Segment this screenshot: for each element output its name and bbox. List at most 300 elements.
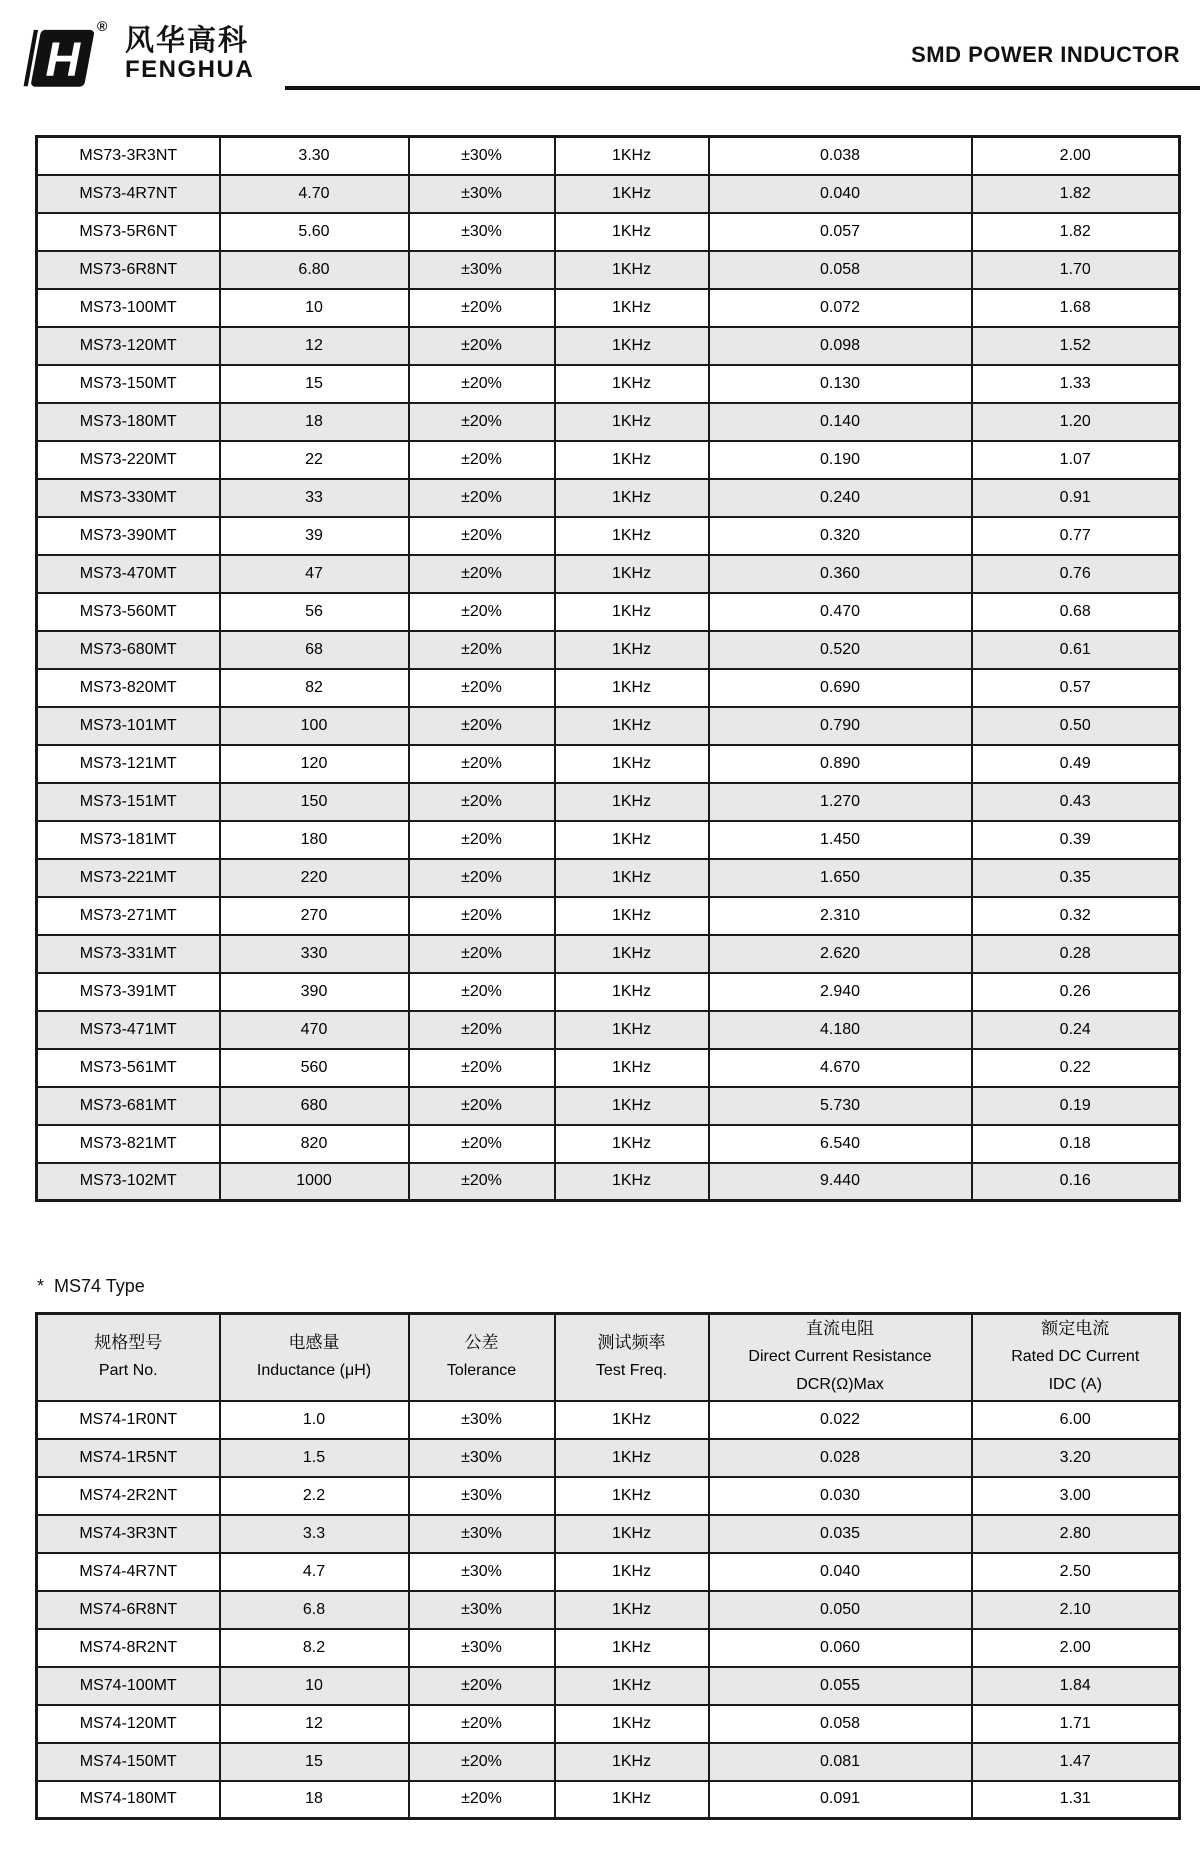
table-cell: 12 bbox=[220, 327, 409, 365]
table-cell: MS73-471MT bbox=[37, 1011, 220, 1049]
header-line: 测试频率 bbox=[597, 1333, 666, 1353]
table-cell: ±20% bbox=[409, 821, 555, 859]
table-row bbox=[37, 403, 1180, 441]
table-cell: 180 bbox=[220, 821, 409, 859]
table-cell: 220 bbox=[220, 859, 409, 897]
table-cell: ±20% bbox=[409, 441, 555, 479]
table-cell: MS73-120MT bbox=[37, 327, 220, 365]
table-cell: 12 bbox=[220, 1705, 409, 1743]
table-cell: 2.310 bbox=[709, 897, 972, 935]
table-cell: 0.35 bbox=[972, 859, 1180, 897]
table-row bbox=[37, 137, 1180, 175]
table-row bbox=[37, 1705, 1180, 1743]
section-title-text: MS74 Type bbox=[54, 1276, 145, 1296]
table-cell: MS73-180MT bbox=[37, 403, 220, 441]
table-cell: 0.057 bbox=[709, 213, 972, 251]
table-row bbox=[37, 1163, 1180, 1201]
table-header-row bbox=[37, 1314, 1180, 1401]
table-cell: MS73-820MT bbox=[37, 669, 220, 707]
table-cell: ±20% bbox=[409, 669, 555, 707]
table-cell: 82 bbox=[220, 669, 409, 707]
table-cell: MS73-151MT bbox=[37, 783, 220, 821]
table-cell: 1KHz bbox=[555, 479, 709, 517]
header-line: 规格型号 bbox=[94, 1333, 163, 1353]
table-cell: 22 bbox=[220, 441, 409, 479]
table-cell: 1.84 bbox=[972, 1667, 1180, 1705]
table-cell: MS73-181MT bbox=[37, 821, 220, 859]
header-divider bbox=[285, 86, 1200, 90]
table-row bbox=[37, 517, 1180, 555]
table-cell: MS74-1R5NT bbox=[37, 1439, 220, 1477]
table-cell: ±30% bbox=[409, 1401, 555, 1439]
table-cell: MS74-120MT bbox=[37, 1705, 220, 1743]
section-title-ms74-type bbox=[37, 1276, 145, 1297]
table-cell: ±30% bbox=[409, 1629, 555, 1667]
table-cell: ±20% bbox=[409, 631, 555, 669]
table-cell: 0.081 bbox=[709, 1743, 972, 1781]
fenghua-logo-icon bbox=[15, 26, 97, 95]
table-cell: MS74-100MT bbox=[37, 1667, 220, 1705]
table-cell: MS74-3R3NT bbox=[37, 1515, 220, 1553]
table-cell: 1KHz bbox=[555, 1553, 709, 1591]
table-cell: MS73-220MT bbox=[37, 441, 220, 479]
table-cell: 0.32 bbox=[972, 897, 1180, 935]
table-cell: 0.050 bbox=[709, 1591, 972, 1629]
col-header-part-no bbox=[37, 1314, 220, 1401]
table-cell: MS73-4R7NT bbox=[37, 175, 220, 213]
header-line: 电感量 bbox=[288, 1333, 340, 1353]
header-line: Rated DC Current bbox=[1011, 1348, 1140, 1366]
table-cell: 0.058 bbox=[709, 251, 972, 289]
table-cell: 0.91 bbox=[972, 479, 1180, 517]
table-cell: 820 bbox=[220, 1125, 409, 1163]
table-cell: MS74-150MT bbox=[37, 1743, 220, 1781]
table-cell: ±30% bbox=[409, 251, 555, 289]
col-header-test-freq bbox=[555, 1314, 709, 1401]
table-row bbox=[37, 1011, 1180, 1049]
table-cell: 1KHz bbox=[555, 1515, 709, 1553]
table-cell: 1.68 bbox=[972, 289, 1180, 327]
table-cell: 1.70 bbox=[972, 251, 1180, 289]
table-row bbox=[37, 935, 1180, 973]
table-cell: 5.730 bbox=[709, 1087, 972, 1125]
table-cell: ±20% bbox=[409, 593, 555, 631]
table-cell: ±30% bbox=[409, 1477, 555, 1515]
header-line: Inductance (μH) bbox=[256, 1362, 372, 1380]
table-cell: 680 bbox=[220, 1087, 409, 1125]
table-cell: ±30% bbox=[409, 137, 555, 175]
table-row bbox=[37, 251, 1180, 289]
table-cell: MS73-100MT bbox=[37, 289, 220, 327]
table-row bbox=[37, 631, 1180, 669]
table-cell: 3.00 bbox=[972, 1477, 1180, 1515]
header-line: Part No. bbox=[98, 1362, 158, 1380]
table-cell: 2.940 bbox=[709, 973, 972, 1011]
col-header-dcr bbox=[709, 1314, 972, 1401]
table-cell: ±30% bbox=[409, 175, 555, 213]
asterisk-marker: * bbox=[37, 1276, 45, 1296]
table-cell: 0.040 bbox=[709, 1553, 972, 1591]
table-row bbox=[37, 213, 1180, 251]
table-cell: 1KHz bbox=[555, 517, 709, 555]
table-cell: 0.16 bbox=[972, 1163, 1180, 1201]
table-cell: 1KHz bbox=[555, 1705, 709, 1743]
table-cell: 9.440 bbox=[709, 1163, 972, 1201]
table-cell: 2.00 bbox=[972, 1629, 1180, 1667]
table-cell: ±30% bbox=[409, 1439, 555, 1477]
table-cell: 330 bbox=[220, 935, 409, 973]
table-cell: 0.035 bbox=[709, 1515, 972, 1553]
table-cell: MS73-681MT bbox=[37, 1087, 220, 1125]
table-cell: MS73-560MT bbox=[37, 593, 220, 631]
table-cell: MS73-6R8NT bbox=[37, 251, 220, 289]
table-row bbox=[37, 1591, 1180, 1629]
table-cell: 1KHz bbox=[555, 1591, 709, 1629]
ms74-spec-table bbox=[35, 1312, 1181, 1820]
table-cell: 1KHz bbox=[555, 1087, 709, 1125]
table-cell: MS73-150MT bbox=[37, 365, 220, 403]
table-cell: 2.50 bbox=[972, 1553, 1180, 1591]
table-cell: 1.47 bbox=[972, 1743, 1180, 1781]
table-cell: 68 bbox=[220, 631, 409, 669]
table-cell: 1.270 bbox=[709, 783, 972, 821]
table-cell: 47 bbox=[220, 555, 409, 593]
table-cell: 1.0 bbox=[220, 1401, 409, 1439]
table-cell: 0.28 bbox=[972, 935, 1180, 973]
col-header-tolerance bbox=[409, 1314, 555, 1401]
table-cell: 0.470 bbox=[709, 593, 972, 631]
table-cell: 3.30 bbox=[220, 137, 409, 175]
table-cell: MS73-3R3NT bbox=[37, 137, 220, 175]
table-cell: ±20% bbox=[409, 1087, 555, 1125]
table-cell: 100 bbox=[220, 707, 409, 745]
table-row bbox=[37, 555, 1180, 593]
table-cell: 270 bbox=[220, 897, 409, 935]
table-cell: ±20% bbox=[409, 1163, 555, 1201]
table-cell: ±20% bbox=[409, 707, 555, 745]
table-cell: 3.3 bbox=[220, 1515, 409, 1553]
table-row bbox=[37, 1087, 1180, 1125]
table-cell: 1KHz bbox=[555, 859, 709, 897]
table-cell: ±20% bbox=[409, 517, 555, 555]
table-cell: ±20% bbox=[409, 859, 555, 897]
table-cell: ±30% bbox=[409, 1553, 555, 1591]
table-cell: 1KHz bbox=[555, 745, 709, 783]
table-cell: 1.33 bbox=[972, 365, 1180, 403]
table-row bbox=[37, 175, 1180, 213]
table-row bbox=[37, 1401, 1180, 1439]
table-cell: 1KHz bbox=[555, 935, 709, 973]
table-cell: ±20% bbox=[409, 973, 555, 1011]
table-cell: 1KHz bbox=[555, 289, 709, 327]
table-cell: ±20% bbox=[409, 1011, 555, 1049]
table-cell: MS73-121MT bbox=[37, 745, 220, 783]
table-cell: ±20% bbox=[409, 745, 555, 783]
table-cell: 1KHz bbox=[555, 327, 709, 365]
brand-name-english: FENGHUA bbox=[125, 56, 255, 83]
table-cell: 0.24 bbox=[972, 1011, 1180, 1049]
table-row bbox=[37, 1125, 1180, 1163]
table-cell: 1KHz bbox=[555, 1781, 709, 1819]
page-title: SMD POWER INDUCTOR bbox=[911, 42, 1180, 67]
table-cell: MS73-102MT bbox=[37, 1163, 220, 1201]
table-cell: 0.022 bbox=[709, 1401, 972, 1439]
table-cell: 0.030 bbox=[709, 1477, 972, 1515]
table-cell: 1KHz bbox=[555, 707, 709, 745]
table-cell: 0.098 bbox=[709, 327, 972, 365]
table-cell: 15 bbox=[220, 365, 409, 403]
table-cell: MS73-470MT bbox=[37, 555, 220, 593]
table-cell: 1KHz bbox=[555, 251, 709, 289]
table-cell: 18 bbox=[220, 1781, 409, 1819]
table-cell: 1.31 bbox=[972, 1781, 1180, 1819]
table-cell: 6.00 bbox=[972, 1401, 1180, 1439]
table-cell: ±20% bbox=[409, 935, 555, 973]
table-cell: 8.2 bbox=[220, 1629, 409, 1667]
table-cell: 1.71 bbox=[972, 1705, 1180, 1743]
table-cell: 0.76 bbox=[972, 555, 1180, 593]
table-cell: ±20% bbox=[409, 1705, 555, 1743]
table-cell: ±20% bbox=[409, 897, 555, 935]
table-cell: 1KHz bbox=[555, 1163, 709, 1201]
table-cell: 1KHz bbox=[555, 213, 709, 251]
table-cell: MS73-271MT bbox=[37, 897, 220, 935]
table-cell: 1KHz bbox=[555, 1439, 709, 1477]
table-cell: MS73-390MT bbox=[37, 517, 220, 555]
table-cell: 1KHz bbox=[555, 821, 709, 859]
table-cell: 0.39 bbox=[972, 821, 1180, 859]
table-row bbox=[37, 859, 1180, 897]
table-cell: ±20% bbox=[409, 1743, 555, 1781]
table-cell: 0.140 bbox=[709, 403, 972, 441]
table-cell: MS73-680MT bbox=[37, 631, 220, 669]
brand-name-chinese: 风华高科 bbox=[125, 25, 250, 57]
table-cell: 1KHz bbox=[555, 555, 709, 593]
table-cell: 0.61 bbox=[972, 631, 1180, 669]
table-cell: 0.57 bbox=[972, 669, 1180, 707]
table-cell: ±20% bbox=[409, 1667, 555, 1705]
table-cell: 1KHz bbox=[555, 1049, 709, 1087]
table-cell: 39 bbox=[220, 517, 409, 555]
table-cell: 1KHz bbox=[555, 897, 709, 935]
header-line: 直流电阻 bbox=[806, 1319, 874, 1339]
table-cell: 1KHz bbox=[555, 1011, 709, 1049]
table-row bbox=[37, 669, 1180, 707]
table-cell: 1KHz bbox=[555, 669, 709, 707]
header-line: 额定电流 bbox=[1041, 1319, 1110, 1339]
header-line: IDC (A) bbox=[1048, 1376, 1102, 1394]
table-cell: ±30% bbox=[409, 1515, 555, 1553]
table-cell: ±20% bbox=[409, 327, 555, 365]
table-cell: 1KHz bbox=[555, 1401, 709, 1439]
table-cell: 1.82 bbox=[972, 175, 1180, 213]
table-cell: ±20% bbox=[409, 365, 555, 403]
table-row bbox=[37, 1629, 1180, 1667]
table-cell: 2.10 bbox=[972, 1591, 1180, 1629]
table-row bbox=[37, 327, 1180, 365]
table-cell: 2.620 bbox=[709, 935, 972, 973]
table-cell: 0.890 bbox=[709, 745, 972, 783]
table-cell: 1KHz bbox=[555, 783, 709, 821]
table-cell: 1KHz bbox=[555, 1125, 709, 1163]
table-cell: 0.22 bbox=[972, 1049, 1180, 1087]
table-cell: ±20% bbox=[409, 1125, 555, 1163]
table-cell: 1KHz bbox=[555, 1743, 709, 1781]
table-cell: 1KHz bbox=[555, 1667, 709, 1705]
table-cell: 4.670 bbox=[709, 1049, 972, 1087]
table-row bbox=[37, 1553, 1180, 1591]
table-row bbox=[37, 1049, 1180, 1087]
table-cell: ±30% bbox=[409, 213, 555, 251]
table-cell: 1.20 bbox=[972, 403, 1180, 441]
header-line: DCR(Ω)Max bbox=[796, 1376, 884, 1394]
table-cell: 1000 bbox=[220, 1163, 409, 1201]
table-cell: 1KHz bbox=[555, 1477, 709, 1515]
table-cell: MS74-180MT bbox=[37, 1781, 220, 1819]
table-cell: 2.00 bbox=[972, 137, 1180, 175]
table-row bbox=[37, 1743, 1180, 1781]
table-cell: MS73-391MT bbox=[37, 973, 220, 1011]
col-header-inductance bbox=[220, 1314, 409, 1401]
table-cell: 1.07 bbox=[972, 441, 1180, 479]
table-cell: 2.2 bbox=[220, 1477, 409, 1515]
table-row bbox=[37, 783, 1180, 821]
table-cell: 10 bbox=[220, 289, 409, 327]
table-cell: MS73-561MT bbox=[37, 1049, 220, 1087]
table-cell: MS74-1R0NT bbox=[37, 1401, 220, 1439]
table-cell: 6.8 bbox=[220, 1591, 409, 1629]
table-cell: 0.038 bbox=[709, 137, 972, 175]
table-cell: 18 bbox=[220, 403, 409, 441]
table-row bbox=[37, 1477, 1180, 1515]
table-cell: MS74-6R8NT bbox=[37, 1591, 220, 1629]
registered-trademark-symbol: ® bbox=[97, 18, 108, 34]
table-cell: 120 bbox=[220, 745, 409, 783]
table-cell: 0.77 bbox=[972, 517, 1180, 555]
table-cell: 0.19 bbox=[972, 1087, 1180, 1125]
table-cell: 0.49 bbox=[972, 745, 1180, 783]
table-cell: 0.040 bbox=[709, 175, 972, 213]
table-row bbox=[37, 745, 1180, 783]
table-cell: 1.5 bbox=[220, 1439, 409, 1477]
table-row bbox=[37, 593, 1180, 631]
table-row bbox=[37, 973, 1180, 1011]
table-cell: 1KHz bbox=[555, 1629, 709, 1667]
table-cell: 0.18 bbox=[972, 1125, 1180, 1163]
table-cell: 1KHz bbox=[555, 365, 709, 403]
table-cell: 6.540 bbox=[709, 1125, 972, 1163]
table-cell: ±20% bbox=[409, 479, 555, 517]
table-cell: 1KHz bbox=[555, 403, 709, 441]
table-cell: 0.072 bbox=[709, 289, 972, 327]
table-cell: 560 bbox=[220, 1049, 409, 1087]
table-cell: 1KHz bbox=[555, 175, 709, 213]
table-cell: 1.52 bbox=[972, 327, 1180, 365]
table-cell: 4.7 bbox=[220, 1553, 409, 1591]
table-cell: ±20% bbox=[409, 783, 555, 821]
table-cell: ±20% bbox=[409, 403, 555, 441]
table-cell: 0.190 bbox=[709, 441, 972, 479]
table-cell: 470 bbox=[220, 1011, 409, 1049]
table-row bbox=[37, 821, 1180, 859]
table-cell: MS73-221MT bbox=[37, 859, 220, 897]
header-line: Direct Current Resistance bbox=[748, 1348, 932, 1366]
table-cell: 0.690 bbox=[709, 669, 972, 707]
table-cell: 1.650 bbox=[709, 859, 972, 897]
header-line: 公差 bbox=[464, 1333, 499, 1353]
table-cell: 33 bbox=[220, 479, 409, 517]
table-cell: MS73-101MT bbox=[37, 707, 220, 745]
table-cell: MS74-8R2NT bbox=[37, 1629, 220, 1667]
table-cell: 15 bbox=[220, 1743, 409, 1781]
table-cell: 5.60 bbox=[220, 213, 409, 251]
table-cell: 0.055 bbox=[709, 1667, 972, 1705]
table-cell: MS73-331MT bbox=[37, 935, 220, 973]
table-row bbox=[37, 897, 1180, 935]
table-cell: 1.82 bbox=[972, 213, 1180, 251]
table-cell: MS74-2R2NT bbox=[37, 1477, 220, 1515]
table-row bbox=[37, 289, 1180, 327]
table-cell: 1KHz bbox=[555, 973, 709, 1011]
table-row bbox=[37, 1667, 1180, 1705]
table-cell: 1KHz bbox=[555, 631, 709, 669]
table-cell: 0.790 bbox=[709, 707, 972, 745]
table-row bbox=[37, 1515, 1180, 1553]
table-cell: 0.028 bbox=[709, 1439, 972, 1477]
col-header-idc bbox=[972, 1314, 1180, 1401]
table-cell: 0.26 bbox=[972, 973, 1180, 1011]
table-cell: 0.130 bbox=[709, 365, 972, 403]
table-cell: ±20% bbox=[409, 1781, 555, 1819]
table-row bbox=[37, 479, 1180, 517]
table-cell: MS73-330MT bbox=[37, 479, 220, 517]
table-cell: ±30% bbox=[409, 1591, 555, 1629]
header-line: Tolerance bbox=[446, 1362, 517, 1380]
header-line: Test Freq. bbox=[595, 1362, 668, 1380]
table-cell: 4.180 bbox=[709, 1011, 972, 1049]
table-row bbox=[37, 1781, 1180, 1819]
table-cell: 2.80 bbox=[972, 1515, 1180, 1553]
table-cell: ±20% bbox=[409, 1049, 555, 1087]
table-cell: 0.060 bbox=[709, 1629, 972, 1667]
table-cell: 56 bbox=[220, 593, 409, 631]
table-cell: 6.80 bbox=[220, 251, 409, 289]
table-cell: MS73-821MT bbox=[37, 1125, 220, 1163]
table-row bbox=[37, 1439, 1180, 1477]
table-cell: 0.091 bbox=[709, 1781, 972, 1819]
table-cell: 0.360 bbox=[709, 555, 972, 593]
table-cell: 150 bbox=[220, 783, 409, 821]
table-cell: 0.320 bbox=[709, 517, 972, 555]
brand-text bbox=[125, 26, 254, 83]
table-cell: 4.70 bbox=[220, 175, 409, 213]
table-cell: ±20% bbox=[409, 289, 555, 327]
table-cell: 0.68 bbox=[972, 593, 1180, 631]
table-cell: 0.43 bbox=[972, 783, 1180, 821]
table-cell: 0.50 bbox=[972, 707, 1180, 745]
table-cell: MS73-5R6NT bbox=[37, 213, 220, 251]
table-row bbox=[37, 707, 1180, 745]
ms73-spec-table bbox=[35, 135, 1181, 1202]
table-cell: 1.450 bbox=[709, 821, 972, 859]
table-row bbox=[37, 441, 1180, 479]
table-cell: MS74-4R7NT bbox=[37, 1553, 220, 1591]
table-cell: 1KHz bbox=[555, 137, 709, 175]
table-cell: 0.240 bbox=[709, 479, 972, 517]
table-cell: 390 bbox=[220, 973, 409, 1011]
table-cell: ±20% bbox=[409, 555, 555, 593]
svg-text:H: H bbox=[45, 33, 81, 87]
